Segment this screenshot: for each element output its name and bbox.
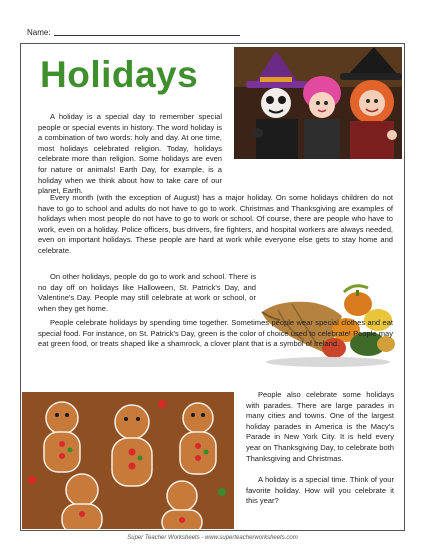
gingerbread-cookies-illustration xyxy=(22,392,234,529)
page-footer: Super Teacher Worksheets - www.superteacherworksheets.com xyxy=(127,535,298,541)
paragraph-4: People celebrate holidays by spending time together. Sometimes people wear special clothes and eat special food. For instance, on St. Patrick's Day, green is the color of choice used to celebrate! People may eat green food, or treats shaped like a shamrock, a clover plant that is a symbol of Ireland. xyxy=(38,318,393,349)
paragraph-1: A holiday is a special day to remember special people or special events in history. The word holiday is a combination of two words: holy and day. At one time, most holidays celebrated religion. Today, holidays celebrate more than religion. Some holidays are even for nature or animals! Earth Day, for example, is a holiday when we think about how to take care of our planet, Earth. xyxy=(38,112,222,196)
page-title: Holidays xyxy=(40,54,199,95)
halloween-kids-photo xyxy=(234,47,402,159)
paragraph-3: On other holidays, people do go to work and school. There is no day off on holidays like Halloween, St. Patrick's Day, and Valentine's Day. People may still celebrate at work or school, or when they get home. xyxy=(38,272,256,313)
paragraph-6: A holiday is a special time. Think of your favorite holiday. How will you celebrate it this year? xyxy=(246,475,394,506)
name-label: Name: xyxy=(27,28,51,37)
name-blank-line xyxy=(54,35,240,36)
halloween-kids-illustration xyxy=(234,47,402,159)
name-field xyxy=(27,28,240,37)
gingerbread-cookies-photo xyxy=(22,392,234,529)
paragraph-2: Every month (with the exception of August) has a major holiday. On some holidays children do not have to go to school and adults do not have to go to work. Christmas and Thanksgiving are examples of holidays when most people do not have to go to work or school. Of course, there are people who have to work, even on a holiday. Police officers, bus drivers, fire fighters, and hospital workers are always needed, even on important holidays. These people are hard at work while everyone else gets to stay home and celebrate. xyxy=(38,193,393,255)
paragraph-5: People also celebrate some holidays with parades. There are large parades in many cities and towns. One of the largest holiday parades in America is the Macy's Parade in New York City. It is held every year on Thanksgiving Day, to celebrate both Thanksgiving and Christmas. xyxy=(246,390,394,463)
